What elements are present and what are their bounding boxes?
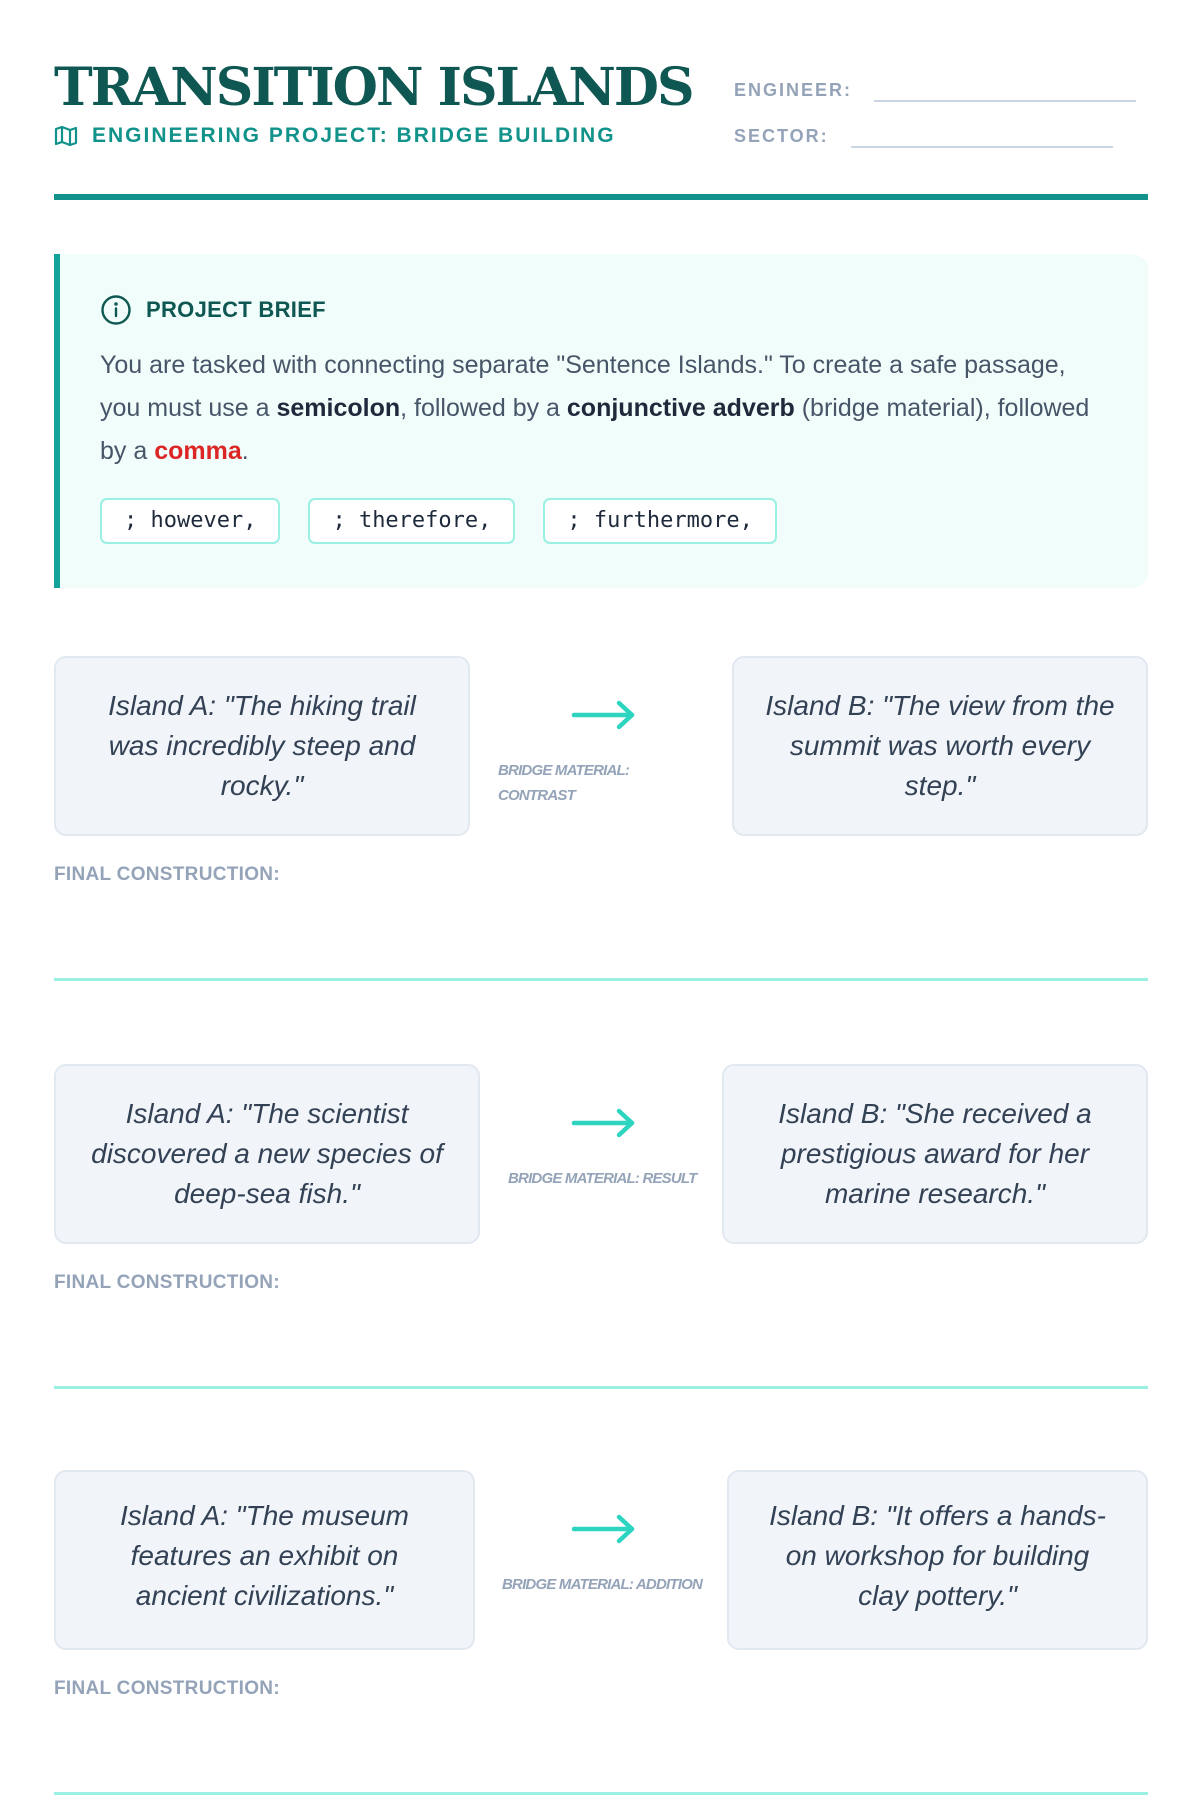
page-subtitle bbox=[54, 122, 616, 150]
bridge-material-label: BRIDGE MATERIAL: RESULT bbox=[508, 1170, 697, 1187]
brief-text-mid2: (bridge material), followed by a bbox=[100, 394, 1090, 465]
engineer-blank-line[interactable] bbox=[874, 100, 1136, 102]
brief-semicolon-term: semicolon bbox=[276, 394, 401, 422]
bridge-material-label: BRIDGE MATERIAL: CONTRAST bbox=[498, 762, 630, 804]
bridge-section bbox=[502, 1470, 702, 1650]
island-b-card: Island B: "It offers a hands-on workshop for building clay pottery." bbox=[727, 1470, 1148, 1650]
answer-line[interactable] bbox=[54, 1386, 1148, 1389]
sector-label: SECTOR: bbox=[734, 126, 829, 146]
island-b-card: Island B: "The view from the summit was worth every step." bbox=[732, 656, 1148, 836]
final-construction-label: FINAL CONSTRUCTION: bbox=[54, 1678, 280, 1699]
page-title: TRANSITION ISLANDS bbox=[54, 57, 693, 118]
brief-comma-term: comma bbox=[154, 437, 242, 465]
engineer-label: ENGINEER: bbox=[734, 80, 853, 100]
island-a-card: Island A: "The scientist discovered a new species of deep-sea fish." bbox=[54, 1064, 480, 1244]
arrow-right-icon bbox=[570, 700, 638, 730]
header-divider bbox=[54, 194, 1148, 200]
answer-line[interactable] bbox=[54, 978, 1148, 981]
worksheet-header bbox=[54, 56, 1148, 196]
bridge-section bbox=[498, 656, 698, 836]
project-brief bbox=[54, 254, 1148, 588]
bridge-material-label: BRIDGE MATERIAL: ADDITION bbox=[502, 1576, 702, 1593]
brief-text-intro: You are tasked with connecting separate "Sentence Islands." To create a safe passage, you must use a bbox=[100, 351, 1066, 422]
final-construction-label: FINAL CONSTRUCTION: bbox=[54, 1272, 280, 1293]
sector-field[interactable] bbox=[734, 124, 1113, 148]
engineer-field[interactable] bbox=[734, 78, 1136, 102]
brief-adverb-term: conjunctive adverb bbox=[566, 394, 795, 422]
island-a-card: Island A: "The hiking trail was incredibly steep and rocky." bbox=[54, 656, 470, 836]
brief-heading bbox=[100, 294, 326, 326]
example-chip-furthermore: ; furthermore, bbox=[543, 498, 776, 544]
island-b-card: Island B: "She received a prestigious award for her marine research." bbox=[722, 1064, 1148, 1244]
brief-title: PROJECT BRIEF bbox=[146, 297, 326, 322]
example-chips bbox=[100, 498, 805, 544]
example-chip-therefore: ; therefore, bbox=[308, 498, 515, 544]
brief-text-end: . bbox=[241, 437, 249, 465]
brief-text bbox=[100, 344, 1110, 473]
subtitle-text: ENGINEERING PROJECT: BRIDGE BUILDING bbox=[92, 124, 616, 147]
final-construction-label: FINAL CONSTRUCTION: bbox=[54, 864, 280, 885]
brief-text-mid1: , followed by a bbox=[400, 394, 567, 422]
arrow-right-icon bbox=[570, 1514, 638, 1544]
arrow-right-icon bbox=[570, 1108, 638, 1138]
example-chip-however: ; however, bbox=[100, 498, 280, 544]
island-a-card: Island A: "The museum features an exhibit on ancient civilizations." bbox=[54, 1470, 475, 1650]
sector-blank-line[interactable] bbox=[851, 146, 1113, 148]
bridge-section bbox=[508, 1064, 708, 1244]
info-icon bbox=[100, 294, 132, 326]
map-icon bbox=[54, 124, 78, 148]
